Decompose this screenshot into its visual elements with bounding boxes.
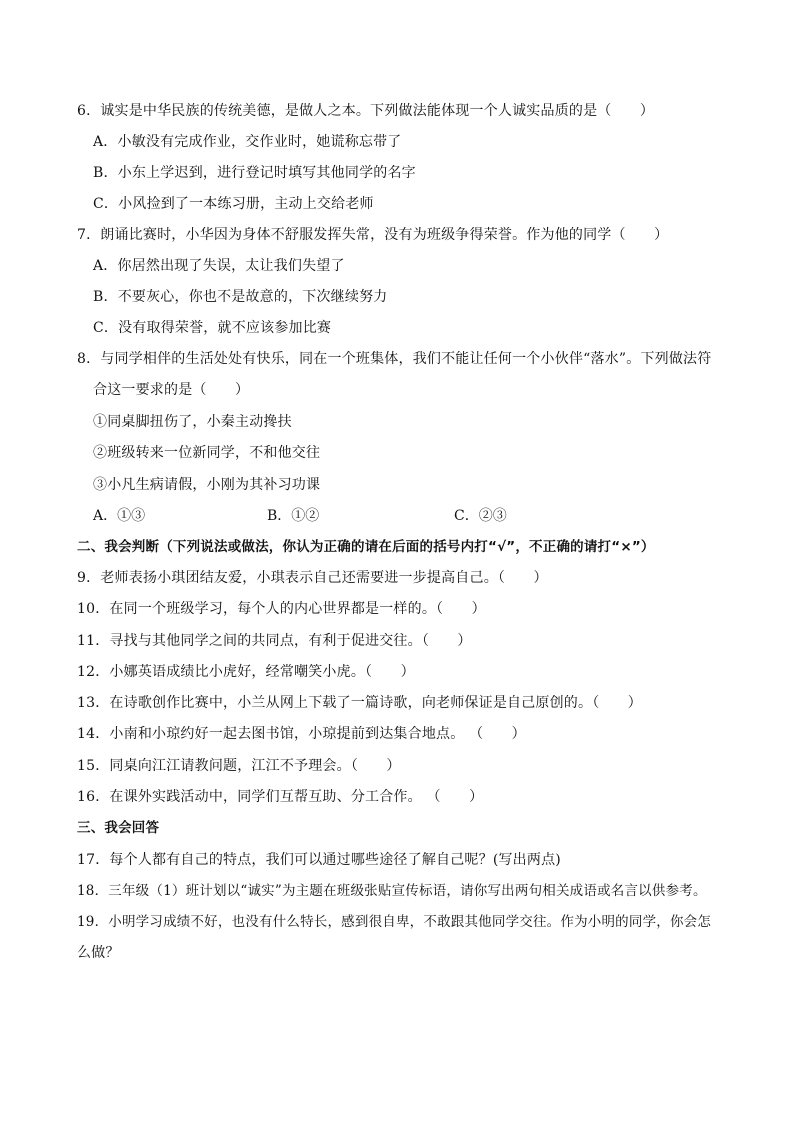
question-17: 17．每个人都有自己的特点，我们可以通过哪些途径了解自己呢？(写出两点) xyxy=(77,852,561,868)
judge-item-9: 9．老师表扬小琪团结友爱，小琪表示自己还需要进一步提高自己。（ ） xyxy=(77,570,548,586)
question-7-option-a: A．你居然出现了失误，太让我们失望了 xyxy=(93,258,345,274)
question-6-option-a: A．小敏没有完成作业，交作业时，她谎称忘带了 xyxy=(93,134,402,150)
judge-item-15: 15．同桌向江江请教问题，江江不予理会。（ ） xyxy=(77,758,401,774)
judge-item-14: 14．小南和小琼约好一起去图书馆，小琼提前到达集合地点。 （ ） xyxy=(77,726,526,742)
question-19-line1: 19．小明学习成绩不好，也没有什么特长，感到很自卑，不敢跟其他同学交往。作为小明的同学，你会怎 xyxy=(77,914,712,930)
question-7-option-b: B．不要灰心，你也不是故意的，下次继续努力 xyxy=(93,289,388,305)
judge-item-16: 16．在课外实践活动中，同学们互帮互助、分工合作。 （ ） xyxy=(77,789,484,805)
question-7-stem: 7．朗诵比赛时，小华因为身体不舒服发挥失常，没有为班级争得荣誉。作为他的同学（ ） xyxy=(77,227,669,243)
section-3-title: 三、我会回答 xyxy=(77,820,160,836)
judge-item-10: 10．在同一个班级学习，每个人的内心世界都是一样的。（ ） xyxy=(77,601,486,617)
section-2-title: 二、我会判断（下列说法或做法，你认为正确的请在后面的括号内打“√”，不正确的请打“×”） xyxy=(77,539,655,555)
judge-item-11: 11．寻找与其他同学之间的共同点，有利于促进交往。（ ） xyxy=(77,633,472,649)
question-6-option-b: B．小东上学迟到，进行登记时填写其他同学的名字 xyxy=(93,165,416,181)
question-8-option-b: B．①② xyxy=(267,508,320,524)
question-7-option-c: C．没有取得荣誉，就不应该参加比赛 xyxy=(93,320,332,336)
question-8-option-c: C．②③ xyxy=(454,508,507,524)
question-18: 18．三年级（1）班计划以“诚实”为主题在班级张贴宣传标语，请你写出两句相关成语或名言以供参考。 xyxy=(77,883,707,899)
judge-item-13: 13．在诗歌创作比赛中，小兰从网上下载了一篇诗歌，向老师保证是自己原创的。（ ） xyxy=(77,695,643,711)
question-8-stem-line1: 8．与同学相伴的生活处处有快乐，同在一个班集体，我们不能让任何一个小伙伴“落水”。下列做法符 xyxy=(77,351,712,367)
question-19-line2: 么做？ xyxy=(77,945,120,961)
question-8-item-3: ③小凡生病请假，小刚为其补习功课 xyxy=(93,477,321,493)
question-8-option-a: A．①③ xyxy=(93,508,146,524)
judge-item-12: 12．小娜英语成绩比小虎好，经常嘲笑小虎。（ ） xyxy=(77,664,415,680)
question-6-option-c: C．小风捡到了一本练习册，主动上交给老师 xyxy=(93,196,374,212)
question-8-stem-line2: 合这一要求的是（ ） xyxy=(93,382,250,398)
question-8-item-2: ②班级转来一位新同学，不和他交往 xyxy=(93,445,321,461)
question-8-options xyxy=(93,506,613,526)
question-8-item-1: ①同桌脚扭伤了，小秦主动搀扶 xyxy=(93,414,292,430)
question-6-stem: 6．诚实是中华民族的传统美德，是做人之本。下列做法能体现一个人诚实品质的是（ ） xyxy=(77,103,655,119)
